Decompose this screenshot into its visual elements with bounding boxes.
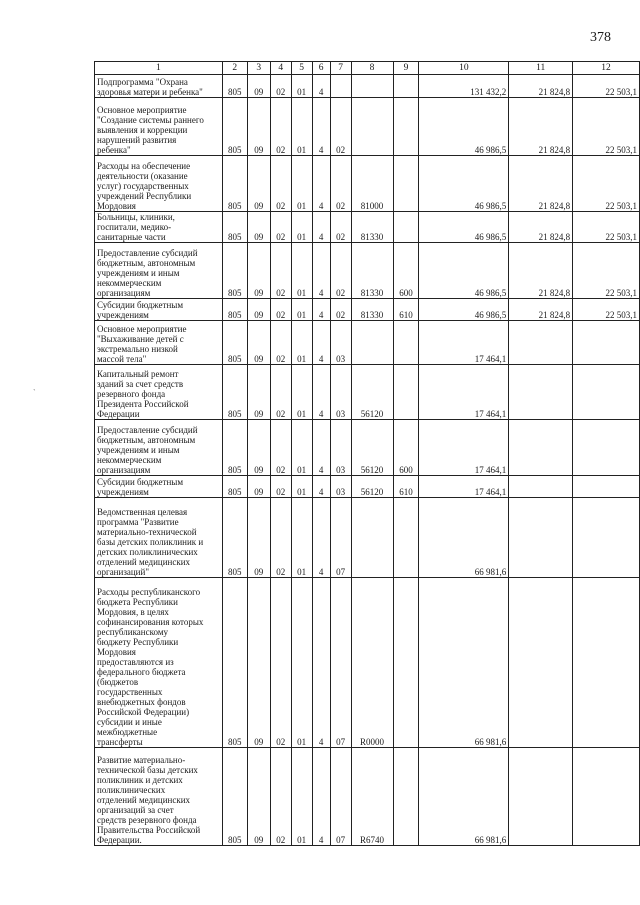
code-program-cell: 01 bbox=[291, 498, 312, 578]
column-header: 9 bbox=[393, 62, 419, 75]
code-subprogram-cell: 4 bbox=[312, 498, 330, 578]
code-expense-type-cell bbox=[393, 212, 419, 243]
code-subsection-cell: 02 bbox=[270, 299, 291, 321]
code-expense-type-cell bbox=[393, 748, 419, 846]
code-event-cell: 02 bbox=[330, 98, 351, 156]
amount-year3-cell bbox=[573, 578, 640, 748]
code-section-cell: 09 bbox=[247, 98, 270, 156]
code-event-cell: 02 bbox=[330, 156, 351, 212]
amount-year3-cell bbox=[573, 498, 640, 578]
row-name-cell: Больницы, клиники, госпитали, медико- санитарные части bbox=[95, 212, 223, 243]
code-expense-type-cell bbox=[393, 98, 419, 156]
code-expense-type-cell bbox=[393, 578, 419, 748]
amount-year2-cell: 21 824,8 bbox=[509, 299, 573, 321]
row-name-cell: Расходы на обеспечение деятельности (оказание услуг) государственных учреждений Республики Мордовия bbox=[95, 156, 223, 212]
code-section-cell: 09 bbox=[247, 365, 270, 420]
amount-year2-cell bbox=[509, 321, 573, 365]
amount-year1-cell: 131 432,2 bbox=[419, 75, 509, 98]
code-subsection-cell: 02 bbox=[270, 365, 291, 420]
code-direction-cell: R0000 bbox=[351, 578, 393, 748]
amount-year3-cell bbox=[573, 420, 640, 476]
code-section-cell: 09 bbox=[247, 212, 270, 243]
amount-year2-cell: 21 824,8 bbox=[509, 75, 573, 98]
table-row bbox=[95, 299, 640, 321]
code-direction-cell: 81330 bbox=[351, 243, 393, 299]
code-subsection-cell: 02 bbox=[270, 498, 291, 578]
code-event-cell: 03 bbox=[330, 420, 351, 476]
code-admin-cell: 805 bbox=[222, 75, 247, 98]
table-row bbox=[95, 75, 640, 98]
amount-year2-cell bbox=[509, 578, 573, 748]
code-section-cell: 09 bbox=[247, 243, 270, 299]
table-row bbox=[95, 748, 640, 846]
code-event-cell: 03 bbox=[330, 321, 351, 365]
amount-year3-cell: 22 503,1 bbox=[573, 156, 640, 212]
code-section-cell: 09 bbox=[247, 748, 270, 846]
code-admin-cell: 805 bbox=[222, 498, 247, 578]
code-program-cell: 01 bbox=[291, 420, 312, 476]
table-row bbox=[95, 498, 640, 578]
code-subsection-cell: 02 bbox=[270, 476, 291, 498]
code-admin-cell: 805 bbox=[222, 365, 247, 420]
column-header: 4 bbox=[270, 62, 291, 75]
amount-year3-cell: 22 503,1 bbox=[573, 98, 640, 156]
code-section-cell: 09 bbox=[247, 299, 270, 321]
amount-year2-cell: 21 824,8 bbox=[509, 212, 573, 243]
amount-year2-cell bbox=[509, 420, 573, 476]
amount-year1-cell: 46 986,5 bbox=[419, 243, 509, 299]
row-name-cell: Субсидии бюджетным учреждениям bbox=[95, 476, 223, 498]
code-admin-cell: 805 bbox=[222, 243, 247, 299]
code-subprogram-cell: 4 bbox=[312, 748, 330, 846]
code-subprogram-cell: 4 bbox=[312, 578, 330, 748]
code-program-cell: 01 bbox=[291, 476, 312, 498]
amount-year1-cell: 46 986,5 bbox=[419, 212, 509, 243]
code-section-cell: 09 bbox=[247, 420, 270, 476]
table-row bbox=[95, 476, 640, 498]
table-row bbox=[95, 420, 640, 476]
code-subprogram-cell: 4 bbox=[312, 243, 330, 299]
code-expense-type-cell: 600 bbox=[393, 243, 419, 299]
code-event-cell: 03 bbox=[330, 365, 351, 420]
header-row bbox=[95, 62, 640, 75]
code-program-cell: 01 bbox=[291, 299, 312, 321]
code-section-cell: 09 bbox=[247, 75, 270, 98]
code-expense-type-cell bbox=[393, 321, 419, 365]
code-direction-cell: 81330 bbox=[351, 212, 393, 243]
column-header: 1 bbox=[95, 62, 223, 75]
code-subprogram-cell: 4 bbox=[312, 212, 330, 243]
code-program-cell: 01 bbox=[291, 748, 312, 846]
row-name-cell: Субсидии бюджетным учреждениям bbox=[95, 299, 223, 321]
code-expense-type-cell: 610 bbox=[393, 476, 419, 498]
code-event-cell: 02 bbox=[330, 243, 351, 299]
code-admin-cell: 805 bbox=[222, 476, 247, 498]
amount-year3-cell: 22 503,1 bbox=[573, 299, 640, 321]
code-direction-cell: 56120 bbox=[351, 476, 393, 498]
code-direction-cell: 81000 bbox=[351, 156, 393, 212]
amount-year3-cell: 22 503,1 bbox=[573, 212, 640, 243]
table-body bbox=[95, 62, 640, 846]
amount-year3-cell bbox=[573, 748, 640, 846]
code-program-cell: 01 bbox=[291, 75, 312, 98]
table-row bbox=[95, 156, 640, 212]
amount-year3-cell bbox=[573, 321, 640, 365]
code-direction-cell bbox=[351, 498, 393, 578]
column-header: 6 bbox=[312, 62, 330, 75]
code-subprogram-cell: 4 bbox=[312, 98, 330, 156]
amount-year1-cell: 46 986,5 bbox=[419, 98, 509, 156]
code-expense-type-cell bbox=[393, 365, 419, 420]
code-subsection-cell: 02 bbox=[270, 578, 291, 748]
code-expense-type-cell bbox=[393, 75, 419, 98]
code-expense-type-cell bbox=[393, 156, 419, 212]
column-header: 5 bbox=[291, 62, 312, 75]
table-row bbox=[95, 212, 640, 243]
code-direction-cell bbox=[351, 98, 393, 156]
page-number: 378 bbox=[590, 30, 611, 45]
code-expense-type-cell: 610 bbox=[393, 299, 419, 321]
column-header: 8 bbox=[351, 62, 393, 75]
code-direction-cell bbox=[351, 321, 393, 365]
code-program-cell: 01 bbox=[291, 365, 312, 420]
code-event-cell: 02 bbox=[330, 212, 351, 243]
code-admin-cell: 805 bbox=[222, 321, 247, 365]
code-section-cell: 09 bbox=[247, 578, 270, 748]
code-direction-cell: 56120 bbox=[351, 365, 393, 420]
code-event-cell: 02 bbox=[330, 299, 351, 321]
amount-year1-cell: 46 986,5 bbox=[419, 156, 509, 212]
amount-year2-cell bbox=[509, 476, 573, 498]
code-subprogram-cell: 4 bbox=[312, 365, 330, 420]
amount-year2-cell bbox=[509, 365, 573, 420]
table-row bbox=[95, 365, 640, 420]
amount-year2-cell bbox=[509, 748, 573, 846]
code-subsection-cell: 02 bbox=[270, 321, 291, 365]
code-subprogram-cell: 4 bbox=[312, 321, 330, 365]
amount-year2-cell: 21 824,8 bbox=[509, 98, 573, 156]
amount-year3-cell: 22 503,1 bbox=[573, 243, 640, 299]
amount-year1-cell: 66 981,6 bbox=[419, 498, 509, 578]
amount-year1-cell: 17 464,1 bbox=[419, 365, 509, 420]
column-header: 12 bbox=[573, 62, 640, 75]
code-section-cell: 09 bbox=[247, 156, 270, 212]
code-admin-cell: 805 bbox=[222, 420, 247, 476]
row-name-cell: Расходы республиканского бюджета Республики Мордовия, в целях софинансирования которых республиканскому бюджету Республики Мордовия предоставляются из федерального бюджета (бюджетов государственных внебюджетных фондов Российской Федерации) субсидии и иные межбюджетные трансферты bbox=[95, 578, 223, 748]
code-direction-cell: 81330 bbox=[351, 299, 393, 321]
code-subsection-cell: 02 bbox=[270, 98, 291, 156]
amount-year2-cell: 21 824,8 bbox=[509, 243, 573, 299]
code-admin-cell: 805 bbox=[222, 299, 247, 321]
code-subsection-cell: 02 bbox=[270, 75, 291, 98]
code-subsection-cell: 02 bbox=[270, 243, 291, 299]
code-subsection-cell: 02 bbox=[270, 420, 291, 476]
row-name-cell: Предоставление субсидий бюджетным, автономным учреждениям и иным некоммерческим организациям bbox=[95, 420, 223, 476]
amount-year1-cell: 17 464,1 bbox=[419, 321, 509, 365]
row-name-cell: Ведомственная целевая программа "Развитие материально-технической базы детских поликлиник и детских поликлинических отделений медицинских организаций" bbox=[95, 498, 223, 578]
code-subprogram-cell: 4 bbox=[312, 75, 330, 98]
code-event-cell: 03 bbox=[330, 476, 351, 498]
code-program-cell: 01 bbox=[291, 156, 312, 212]
code-direction-cell bbox=[351, 75, 393, 98]
code-program-cell: 01 bbox=[291, 321, 312, 365]
code-direction-cell: R6740 bbox=[351, 748, 393, 846]
column-header: 11 bbox=[509, 62, 573, 75]
code-section-cell: 09 bbox=[247, 498, 270, 578]
row-name-cell: Основное мероприятие "Создание системы раннего выявления и коррекции нарушений развития ребенка" bbox=[95, 98, 223, 156]
code-section-cell: 09 bbox=[247, 321, 270, 365]
amount-year2-cell bbox=[509, 498, 573, 578]
column-header: 10 bbox=[419, 62, 509, 75]
row-name-cell: Предоставление субсидий бюджетным, автономным учреждениям и иным некоммерческим организациям bbox=[95, 243, 223, 299]
code-admin-cell: 805 bbox=[222, 212, 247, 243]
code-subsection-cell: 02 bbox=[270, 748, 291, 846]
code-subsection-cell: 02 bbox=[270, 212, 291, 243]
budget-table bbox=[94, 61, 640, 846]
code-expense-type-cell: 600 bbox=[393, 420, 419, 476]
code-subprogram-cell: 4 bbox=[312, 299, 330, 321]
row-name-cell: Развитие материально- технической базы детских поликлиник и детских поликлинических отделений медицинских организаций за счет средств резервного фонда Правительства Российской Федерации. bbox=[95, 748, 223, 846]
code-program-cell: 01 bbox=[291, 578, 312, 748]
code-subprogram-cell: 4 bbox=[312, 420, 330, 476]
code-subsection-cell: 02 bbox=[270, 156, 291, 212]
amount-year3-cell bbox=[573, 365, 640, 420]
amount-year1-cell: 66 981,6 bbox=[419, 748, 509, 846]
amount-year1-cell: 46 986,5 bbox=[419, 299, 509, 321]
code-admin-cell: 805 bbox=[222, 156, 247, 212]
code-admin-cell: 805 bbox=[222, 98, 247, 156]
code-admin-cell: 805 bbox=[222, 748, 247, 846]
code-program-cell: 01 bbox=[291, 98, 312, 156]
row-name-cell: Подпрограмма "Охрана здоровья матери и ребенка" bbox=[95, 75, 223, 98]
code-section-cell: 09 bbox=[247, 476, 270, 498]
code-direction-cell: 56120 bbox=[351, 420, 393, 476]
code-program-cell: 01 bbox=[291, 212, 312, 243]
table-row bbox=[95, 578, 640, 748]
code-admin-cell: 805 bbox=[222, 578, 247, 748]
code-event-cell: 07 bbox=[330, 748, 351, 846]
table-row bbox=[95, 243, 640, 299]
column-header: 3 bbox=[247, 62, 270, 75]
code-event-cell: 07 bbox=[330, 498, 351, 578]
table-row bbox=[95, 321, 640, 365]
code-event-cell: 07 bbox=[330, 578, 351, 748]
amount-year1-cell: 17 464,1 bbox=[419, 476, 509, 498]
column-header: 2 bbox=[222, 62, 247, 75]
table-row bbox=[95, 98, 640, 156]
code-subprogram-cell: 4 bbox=[312, 156, 330, 212]
scan-mark: ` bbox=[33, 388, 36, 397]
code-subprogram-cell: 4 bbox=[312, 476, 330, 498]
row-name-cell: Капитальный ремонт зданий за счет средств резервного фонда Президента Российской Федерации bbox=[95, 365, 223, 420]
code-event-cell bbox=[330, 75, 351, 98]
amount-year1-cell: 17 464,1 bbox=[419, 420, 509, 476]
row-name-cell: Основное мероприятие "Выхаживание детей с экстремально низкой массой тела" bbox=[95, 321, 223, 365]
amount-year3-cell bbox=[573, 476, 640, 498]
code-program-cell: 01 bbox=[291, 243, 312, 299]
amount-year2-cell: 21 824,8 bbox=[509, 156, 573, 212]
amount-year3-cell: 22 503,1 bbox=[573, 75, 640, 98]
code-expense-type-cell bbox=[393, 498, 419, 578]
column-header: 7 bbox=[330, 62, 351, 75]
amount-year1-cell: 66 981,6 bbox=[419, 578, 509, 748]
